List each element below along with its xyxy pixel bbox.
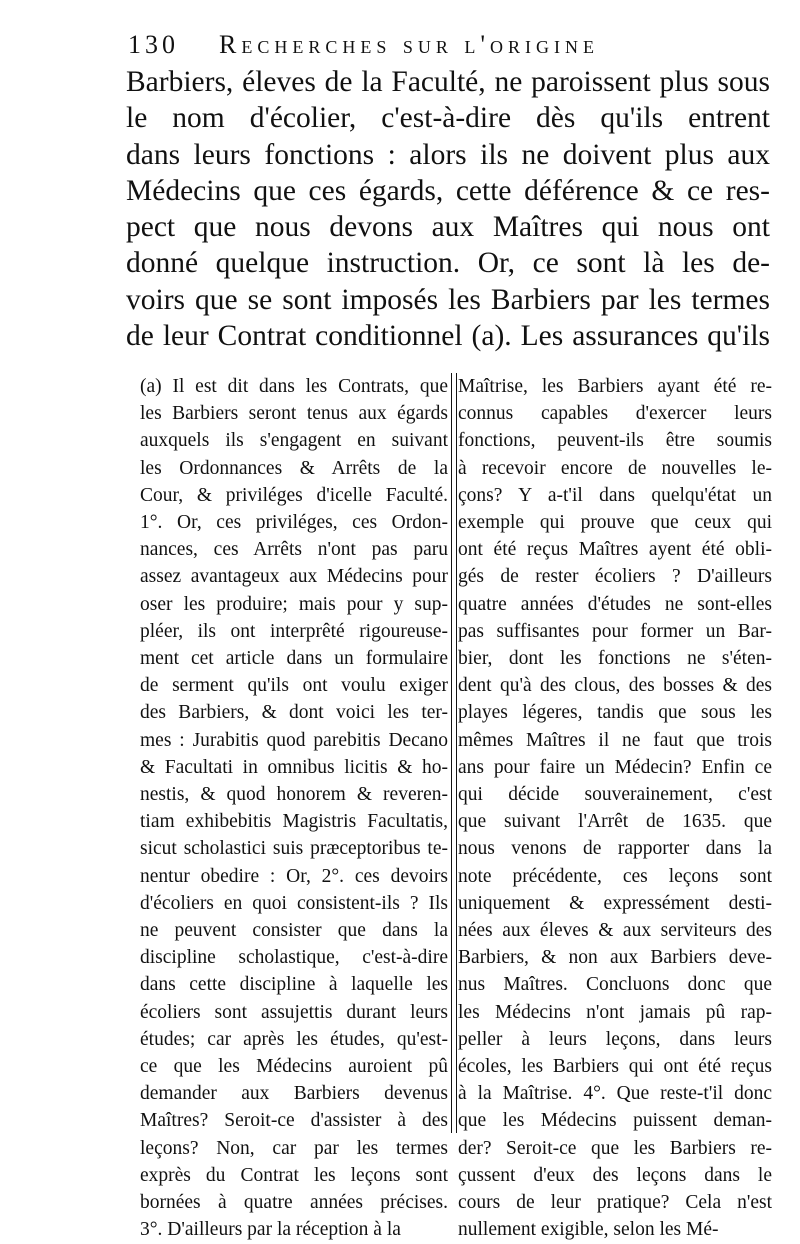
footnote-line: pléer, ils ont interprêté rigoureuse- bbox=[140, 620, 448, 642]
main-text-line: pect que nous devons aux Maîtres qui nous ont bbox=[126, 211, 770, 244]
footnote-line: Barbiers, & non aux Barbiers deve- bbox=[458, 947, 772, 969]
footnote-line: des Barbiers, & dont voici les ter- bbox=[140, 702, 448, 724]
footnote-line: Maîtres? Seroit-ce d'assister à des bbox=[140, 1110, 448, 1132]
footnote-column-right bbox=[458, 373, 772, 1241]
main-text-line: dans leurs fonctions : alors ils ne doivent plus aux bbox=[126, 138, 770, 171]
footnote-line: fonctions, peuvent-ils être soumis bbox=[458, 430, 772, 452]
footnote-line: assez avantageux aux Médecins pour bbox=[140, 566, 448, 588]
footnote-line: les Ordonnances & Arrêts de la bbox=[140, 457, 448, 479]
footnote-line: les Barbiers seront tenus aux égards bbox=[140, 403, 448, 425]
footnote-line: ne peuvent consister que dans la bbox=[140, 920, 448, 942]
footnote-line: discipline scholastique, c'est-à-dire bbox=[140, 947, 448, 969]
footnote-line: qui décide souverainement, c'est bbox=[458, 784, 772, 806]
footnote-line: les Médecins n'ont jamais pû rap- bbox=[458, 1001, 772, 1023]
footnote-line: que les Médecins puissent deman- bbox=[458, 1110, 772, 1132]
main-text-line: de leur Contrat conditionnel (a). Les assurances qu'ils bbox=[126, 320, 770, 353]
footnote-line: playes légeres, tandis que sous les bbox=[458, 702, 772, 724]
footnote-line: (a) Il est dit dans les Contrats, que bbox=[140, 376, 448, 397]
running-title: Recherches sur l'origine bbox=[219, 30, 600, 59]
footnote-line: écoliers sont assujettis durant leurs bbox=[140, 1001, 448, 1023]
footnote-line: nous venons de rapporter dans la bbox=[458, 838, 772, 860]
footnote-line: ment cet article dans un formulaire bbox=[140, 648, 448, 670]
footnote-line: de serment qu'ils ont voulu exiger bbox=[140, 675, 448, 697]
column-divider-rule bbox=[451, 373, 457, 1133]
footnote-line: auxquels ils s'engagent en suivant bbox=[140, 430, 448, 452]
footnote-line: 3°. D'ailleurs par la réception à la bbox=[140, 1219, 401, 1241]
page-number: 130 bbox=[128, 30, 179, 59]
footnote-line: leçons? Non, car par les termes bbox=[140, 1137, 448, 1159]
footnote-line: 1°. Or, ces priviléges, ces Ordon- bbox=[140, 512, 448, 534]
footnote-line: bornées à quatre années précises. bbox=[140, 1192, 448, 1214]
footnote-line: cours de leur pratique? Cela n'est bbox=[458, 1192, 772, 1214]
footnote-column-left bbox=[140, 373, 448, 1241]
footnote-line: exemple qui prouve que ceux qui bbox=[458, 512, 772, 534]
footnote-line: çons? Y a-t'il dans quelqu'état un bbox=[458, 484, 772, 506]
footnote-line: tiam exhibebitis Magistris Facultatis, bbox=[140, 811, 448, 833]
footnote-line: Maîtrise, les Barbiers ayant été re- bbox=[458, 376, 772, 397]
footnote-line: çussent d'eux des leçons dans le bbox=[458, 1164, 772, 1186]
footnote-line: bier, dont les fonctions ne s'éten- bbox=[458, 648, 772, 670]
footnote-line: dent qu'à des clous, des bosses & des bbox=[458, 675, 772, 697]
footnote-line: ont été reçus Maîtres ayent été obli- bbox=[458, 539, 772, 561]
footnote-line: à recevoir encore de nouvelles le- bbox=[458, 457, 772, 479]
footnote-line: note précédente, ces leçons sont bbox=[458, 865, 772, 887]
footnote-line: dans cette discipline à laquelle les bbox=[140, 974, 448, 996]
main-text-line: donné quelque instruction. Or, ce sont là les de- bbox=[126, 247, 770, 280]
footnote-line: sicut scholastici suis præceptoribus te- bbox=[140, 838, 448, 860]
footnote-line: mêmes Maîtres il ne faut que trois bbox=[458, 729, 772, 751]
main-text-line: Médecins que ces égards, cette déférence & ce res- bbox=[126, 174, 770, 207]
footnote-line: gés de rester écoliers ? D'ailleurs bbox=[458, 566, 772, 588]
footnote-line: nentur obedire : Or, 2°. ces devoirs bbox=[140, 865, 448, 887]
footnote-line: mes : Jurabitis quod parebitis Decano bbox=[140, 729, 448, 751]
footnote-line: que suivant l'Arrêt de 1635. que bbox=[458, 811, 772, 833]
footnote-line: peller à leurs leçons, dans leurs bbox=[458, 1028, 772, 1050]
footnote-line: nances, ces Arrêts n'ont pas paru bbox=[140, 539, 448, 561]
footnote-area bbox=[140, 373, 772, 1241]
main-text-line: le nom d'écolier, c'est-à-dire dès qu'ils entrent bbox=[126, 102, 770, 135]
footnote-line: nullement exigible, selon les Mé- bbox=[458, 1219, 719, 1241]
footnote-line: d'écoliers en quoi consistent-ils ? Ils bbox=[140, 892, 448, 914]
main-text-line: Barbiers, éleves de la Faculté, ne paroissent plus sous bbox=[126, 66, 770, 98]
footnote-line: oser les produire; mais pour y sup- bbox=[140, 593, 448, 615]
footnote-line: der? Seroit-ce que les Barbiers re- bbox=[458, 1137, 772, 1159]
footnote-line: uniquement & expressément desti- bbox=[458, 892, 772, 914]
footnote-line: exprès du Contrat les leçons sont bbox=[140, 1164, 448, 1186]
footnote-line: Cour, & priviléges d'icelle Faculté. bbox=[140, 484, 448, 506]
main-text-line: voirs que se sont imposés les Barbiers par les termes bbox=[126, 283, 770, 316]
footnote-line: à la Maîtrise. 4°. Que reste-t'il donc bbox=[458, 1083, 772, 1105]
footnote-line: ans pour faire un Médecin? Enfin ce bbox=[458, 756, 772, 778]
footnote-line: études; car après les études, qu'est- bbox=[140, 1028, 448, 1050]
footnote-line: quatre années d'études ne sont-elles bbox=[458, 593, 772, 615]
footnote-line: nus Maîtres. Concluons donc que bbox=[458, 974, 772, 996]
footnote-line: ce que les Médecins auroient pû bbox=[140, 1056, 448, 1078]
footnote-line: pas suffisantes pour former un Bar- bbox=[458, 620, 772, 642]
main-text-block bbox=[126, 64, 770, 354]
footnote-line: nestis, & quod honorem & reveren- bbox=[140, 784, 448, 806]
footnote-line: connus capables d'exercer leurs bbox=[458, 403, 772, 425]
running-header bbox=[128, 30, 770, 60]
footnote-line: & Facultati in omnibus licitis & ho- bbox=[140, 756, 448, 778]
footnote-line: nées aux éleves & aux serviteurs des bbox=[458, 920, 772, 942]
footnote-line: écoles, les Barbiers qui ont été reçus bbox=[458, 1056, 772, 1078]
footnote-line: demander aux Barbiers devenus bbox=[140, 1083, 448, 1105]
